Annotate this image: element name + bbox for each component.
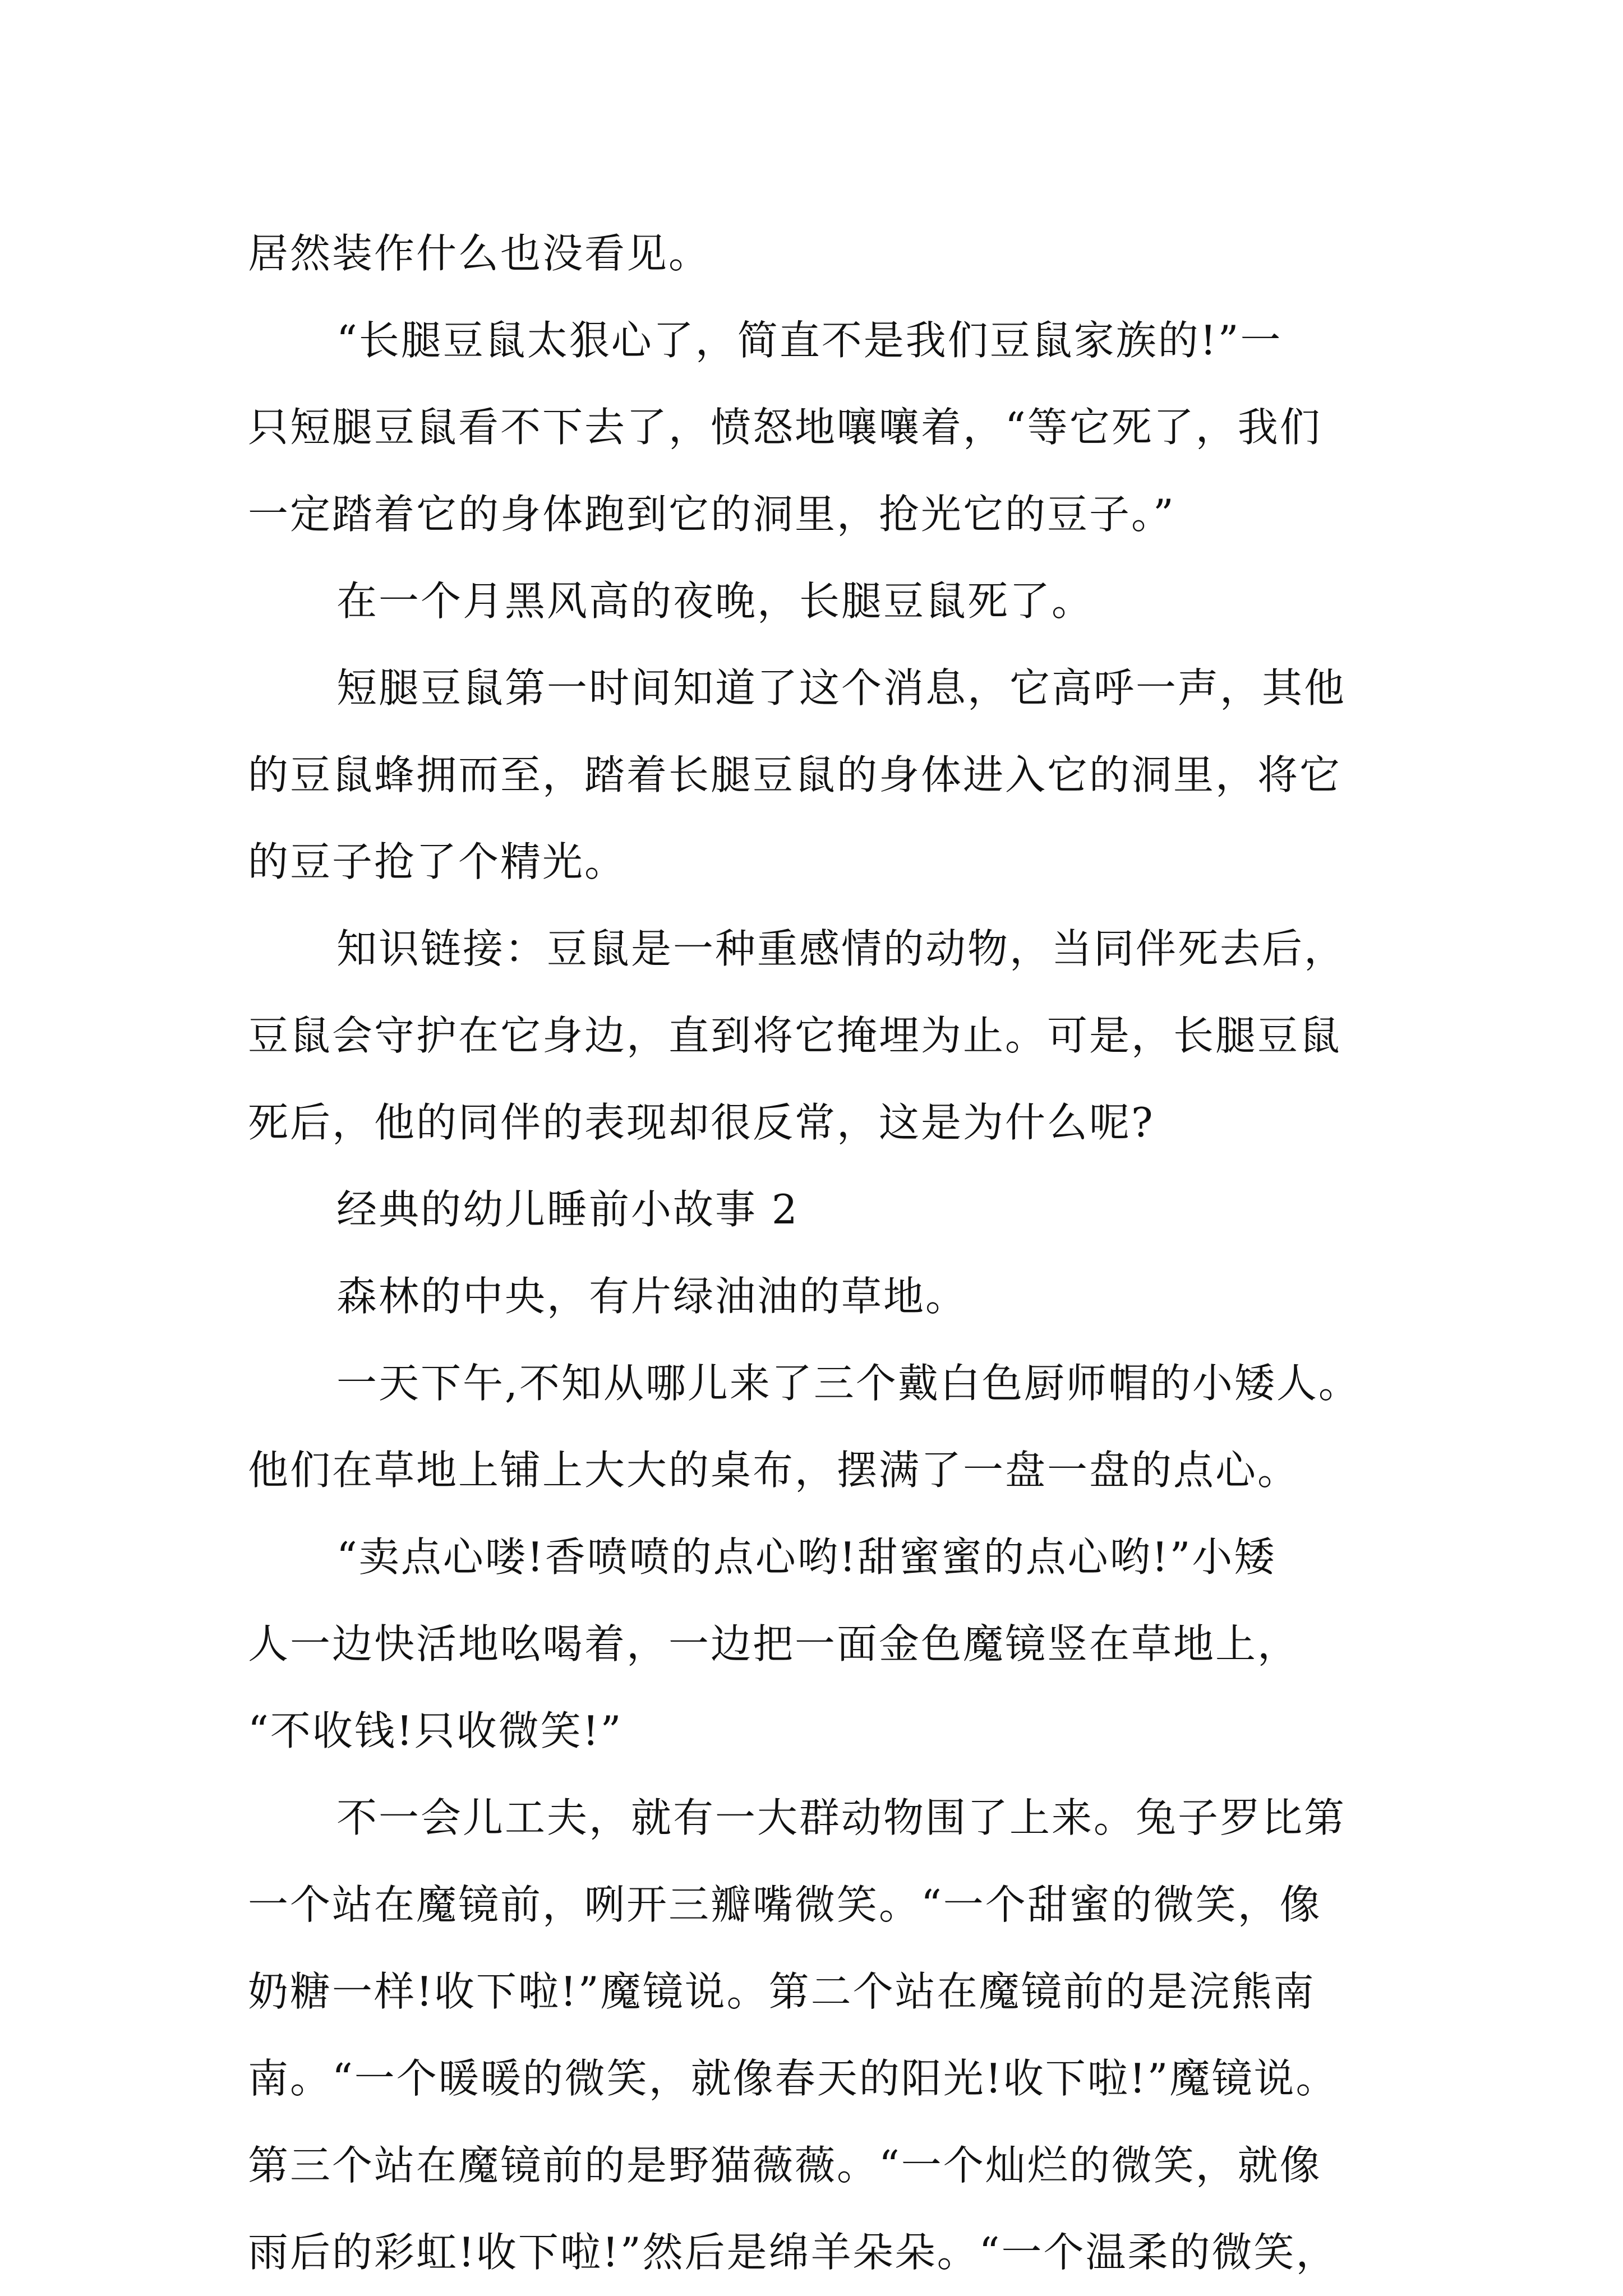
text-line: 第三个站在魔镜前的是野猫薇薇。“一个灿烂的微笑，就像 xyxy=(248,2142,1322,2189)
text-line: 一定踏着它的身体跑到它的洞里，抢光它的豆子。” xyxy=(248,491,1175,538)
text-line: 居然装作什么也没看见。 xyxy=(248,230,711,277)
text-line: “不收钱!只收微笑!” xyxy=(248,1707,623,1754)
text-line: 雨后的彩虹!收下啦!”然后是绵羊朵朵。“一个温柔的微笑， xyxy=(248,2229,1338,2276)
text-line: 的豆子抢了个精光。 xyxy=(248,838,627,885)
text-line: 一天下午,不知从哪儿来了三个戴白色厨师帽的小矮人。 xyxy=(336,1360,1361,1407)
text-line: 的豆鼠蜂拥而至，踏着长腿豆鼠的身体进入它的洞里，将它 xyxy=(248,751,1342,798)
text-line: “卖点心喽!香喷喷的点心哟!甜蜜蜜的点心哟!”小矮 xyxy=(336,1533,1276,1581)
text-line: “长腿豆鼠太狠心了，简直不是我们豆鼠家族的!”一 xyxy=(336,317,1283,364)
text-line: 豆鼠会守护在它身边，直到将它掩埋为止。可是，长腿豆鼠 xyxy=(248,1012,1342,1059)
text-line: 一个站在魔镜前，咧开三瓣嘴微笑。“一个甜蜜的微笑，像 xyxy=(248,1881,1322,1928)
section-heading: 经典的幼儿睡前小故事 2 xyxy=(336,1186,799,1233)
text-line: 知识链接：豆鼠是一种重感情的动物，当同伴死去后， xyxy=(336,925,1347,972)
text-line: 在一个月黑风高的夜晚，长腿豆鼠死了。 xyxy=(336,578,1094,625)
text-line: 人一边快活地吆喝着，一边把一面金色魔镜竖在草地上， xyxy=(248,1620,1300,1667)
text-line: 森林的中央，有片绿油油的草地。 xyxy=(336,1273,968,1320)
text-line: 不一会儿工夫，就有一大群动物围了上来。兔子罗比第 xyxy=(336,1794,1347,1841)
text-line: 他们在草地上铺上大大的桌布，摆满了一盘一盘的点心。 xyxy=(248,1447,1300,1494)
text-line: 短腿豆鼠第一时间知道了这个消息，它高呼一声，其他 xyxy=(336,664,1347,712)
text-line: 死后，他的同伴的表现却很反常，这是为什么呢? xyxy=(248,1099,1155,1146)
text-line: 奶糖一样!收下啦!”魔镜说。第二个站在魔镜前的是浣熊南 xyxy=(248,1968,1316,2015)
text-line: 南。“一个暖暖的微笑，就像春天的阳光!收下啦!”魔镜说。 xyxy=(248,2055,1338,2102)
text-line: 只短腿豆鼠看不下去了，愤怒地嚷嚷着，“等它死了，我们 xyxy=(248,404,1322,451)
document-body xyxy=(248,210,1392,2296)
